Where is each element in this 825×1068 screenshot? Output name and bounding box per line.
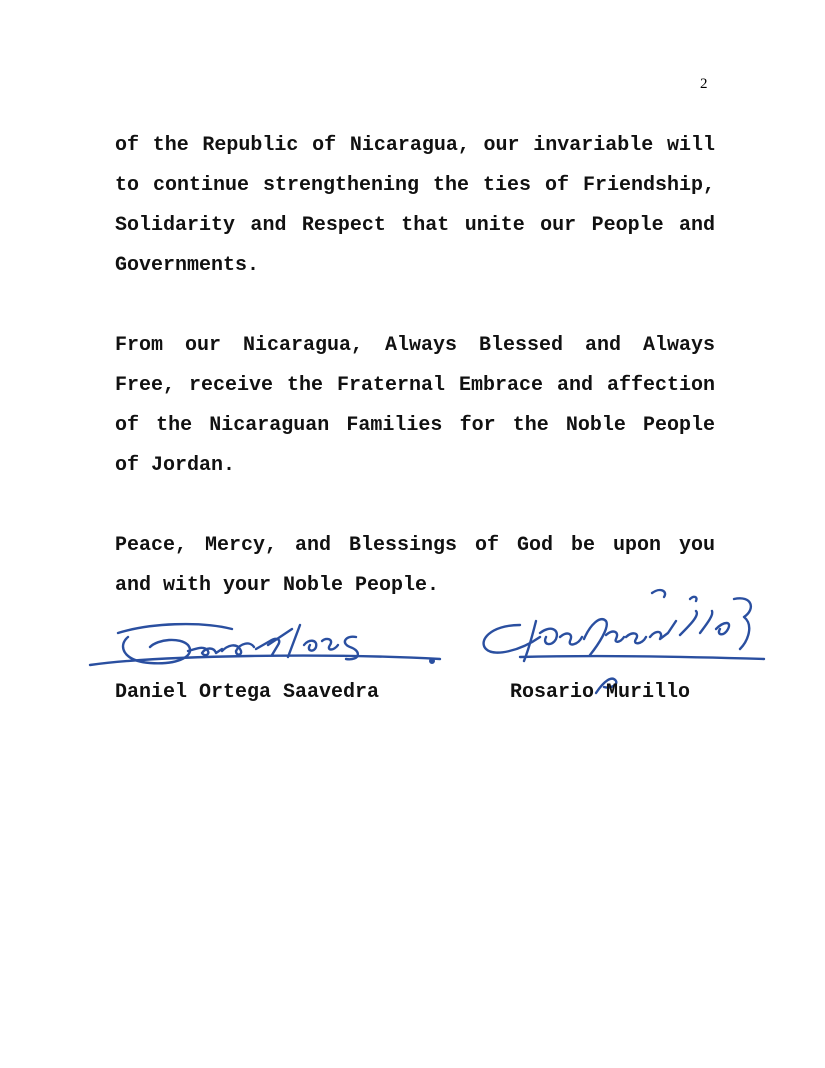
signer-name-daniel-ortega: Daniel Ortega Saavedra [115,681,380,704]
signature-daniel-ortega [90,624,440,665]
letter-body [115,126,715,606]
paragraph-closing-ties: of the Republic of Nicaragua, our invariable will to continue strengthening the ties of Friendship, Solidarity and Respect that unite our People and Governments. [115,134,715,277]
paragraph-blessings: Peace, Mercy, and Blessings of God be upon you and with your Noble People. [115,534,715,597]
signature-rosario-murillo [484,590,764,693]
signer-name-rosario-murillo: Rosario Murillo [510,681,691,704]
signature-block [0,585,825,715]
paragraph-fraternal-embrace: From our Nicaragua, Always Blessed and Always Free, receive the Fraternal Embrace and affection of the Nicaraguan Families for the Noble People of Jordan. [115,334,715,477]
page-number: 2 [700,76,708,92]
